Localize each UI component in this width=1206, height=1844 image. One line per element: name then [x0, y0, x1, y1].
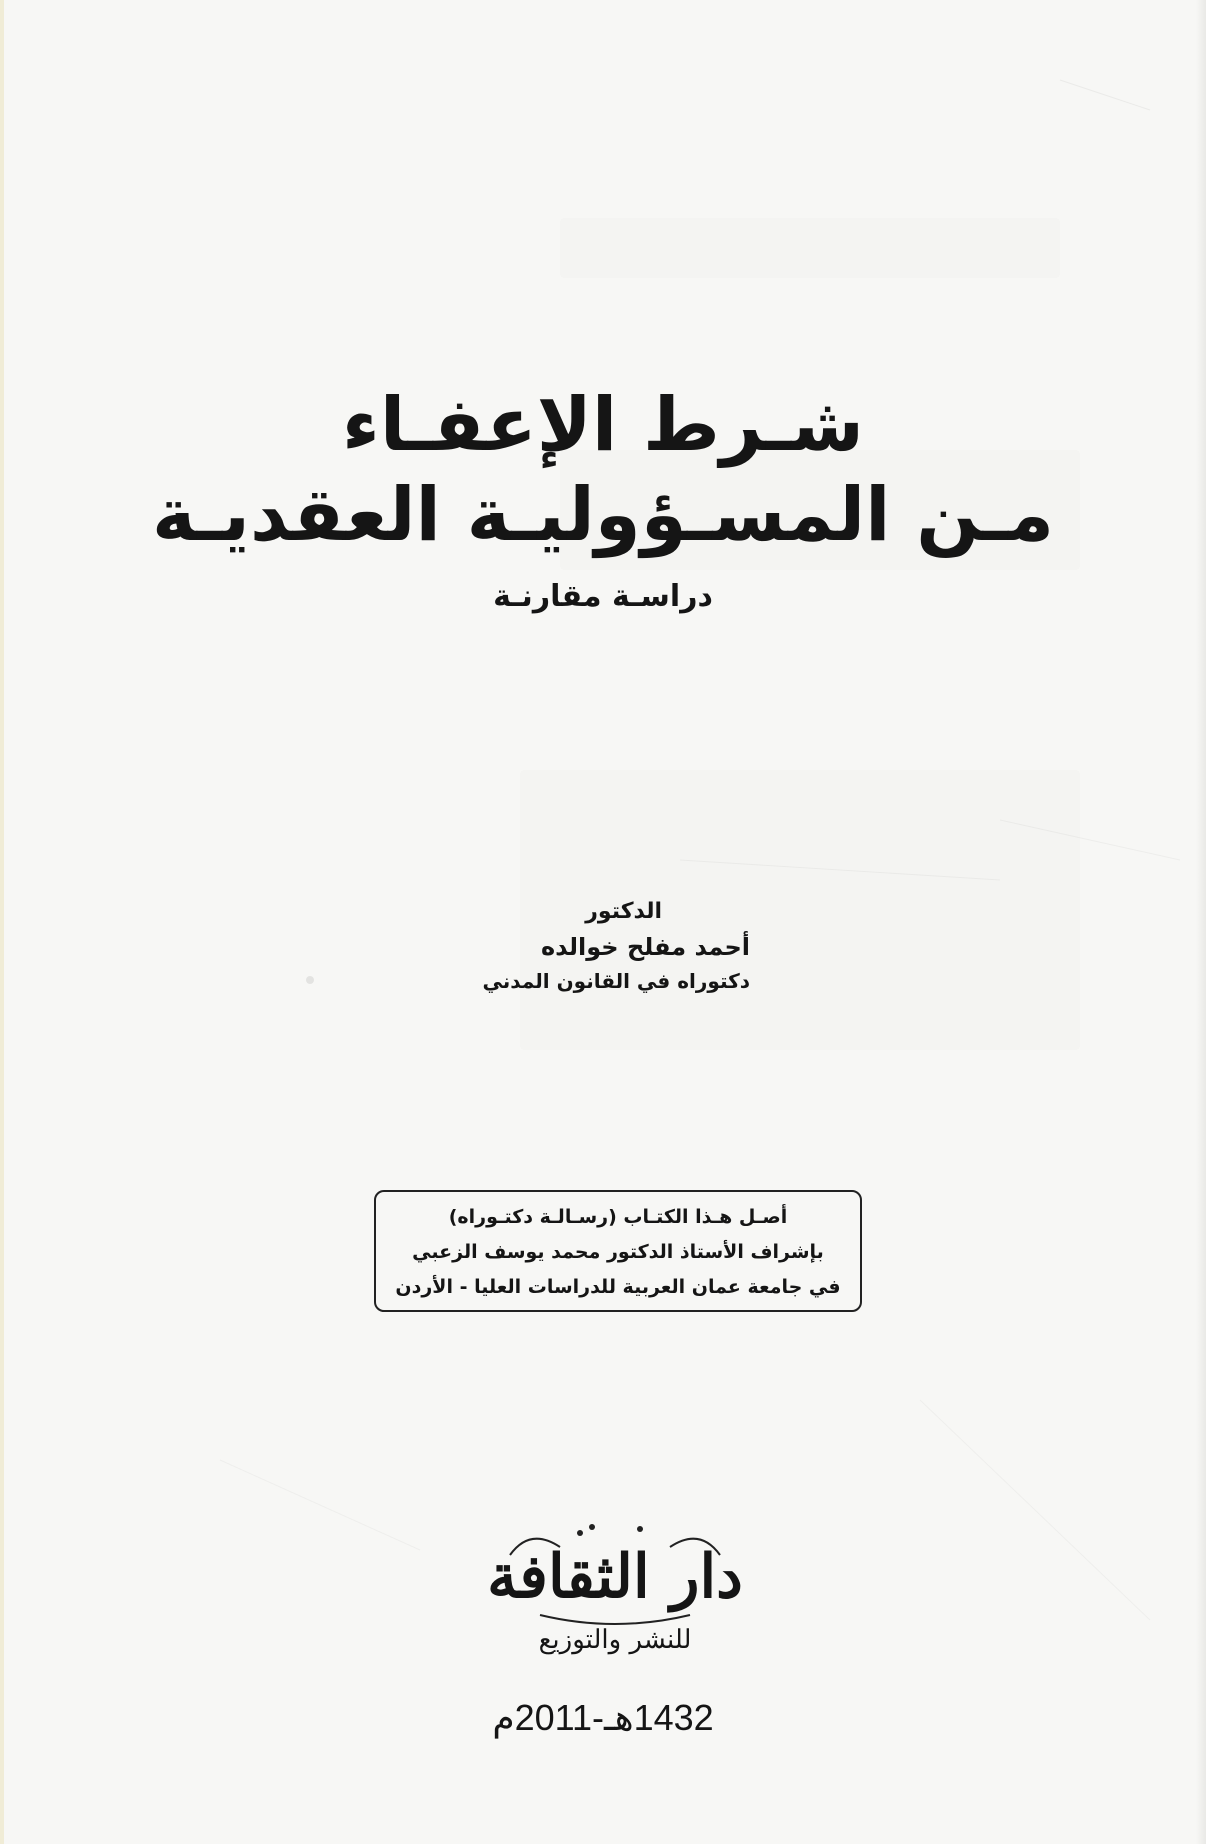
author-name: أحمد مفلح خوالده — [540, 933, 750, 961]
thesis-note-box — [374, 1190, 862, 1312]
book-title-line-2: مـن المسـؤوليـة العقديـة — [151, 472, 1055, 558]
thesis-note-line-3: في جامعة عمان العربية للدراسات العليا - الأردن — [395, 1276, 841, 1298]
book-subtitle: دراسـة مقارنـة — [493, 579, 713, 614]
book-title-line-1: شـرط الإعفـاء — [342, 382, 864, 468]
thesis-note-line-1: أصـل هـذا الكتـاب (رسـالـة دكتـوراه) — [448, 1206, 788, 1228]
author-degree: دكتوراه في القانون المدني — [482, 969, 750, 993]
publication-year: 1432هـ-2011م — [492, 1697, 714, 1738]
thesis-note-line-2: بإشراف الأستاذ الدكتور محمد يوسف الزعبي — [412, 1241, 824, 1263]
publisher-logo — [470, 1515, 760, 1685]
author-title: الدكتور — [585, 899, 662, 924]
publisher-name: دار الثقافة — [487, 1542, 743, 1612]
author-block — [460, 895, 750, 997]
publisher-tagline: للنشر والتوزيع — [538, 1625, 692, 1655]
